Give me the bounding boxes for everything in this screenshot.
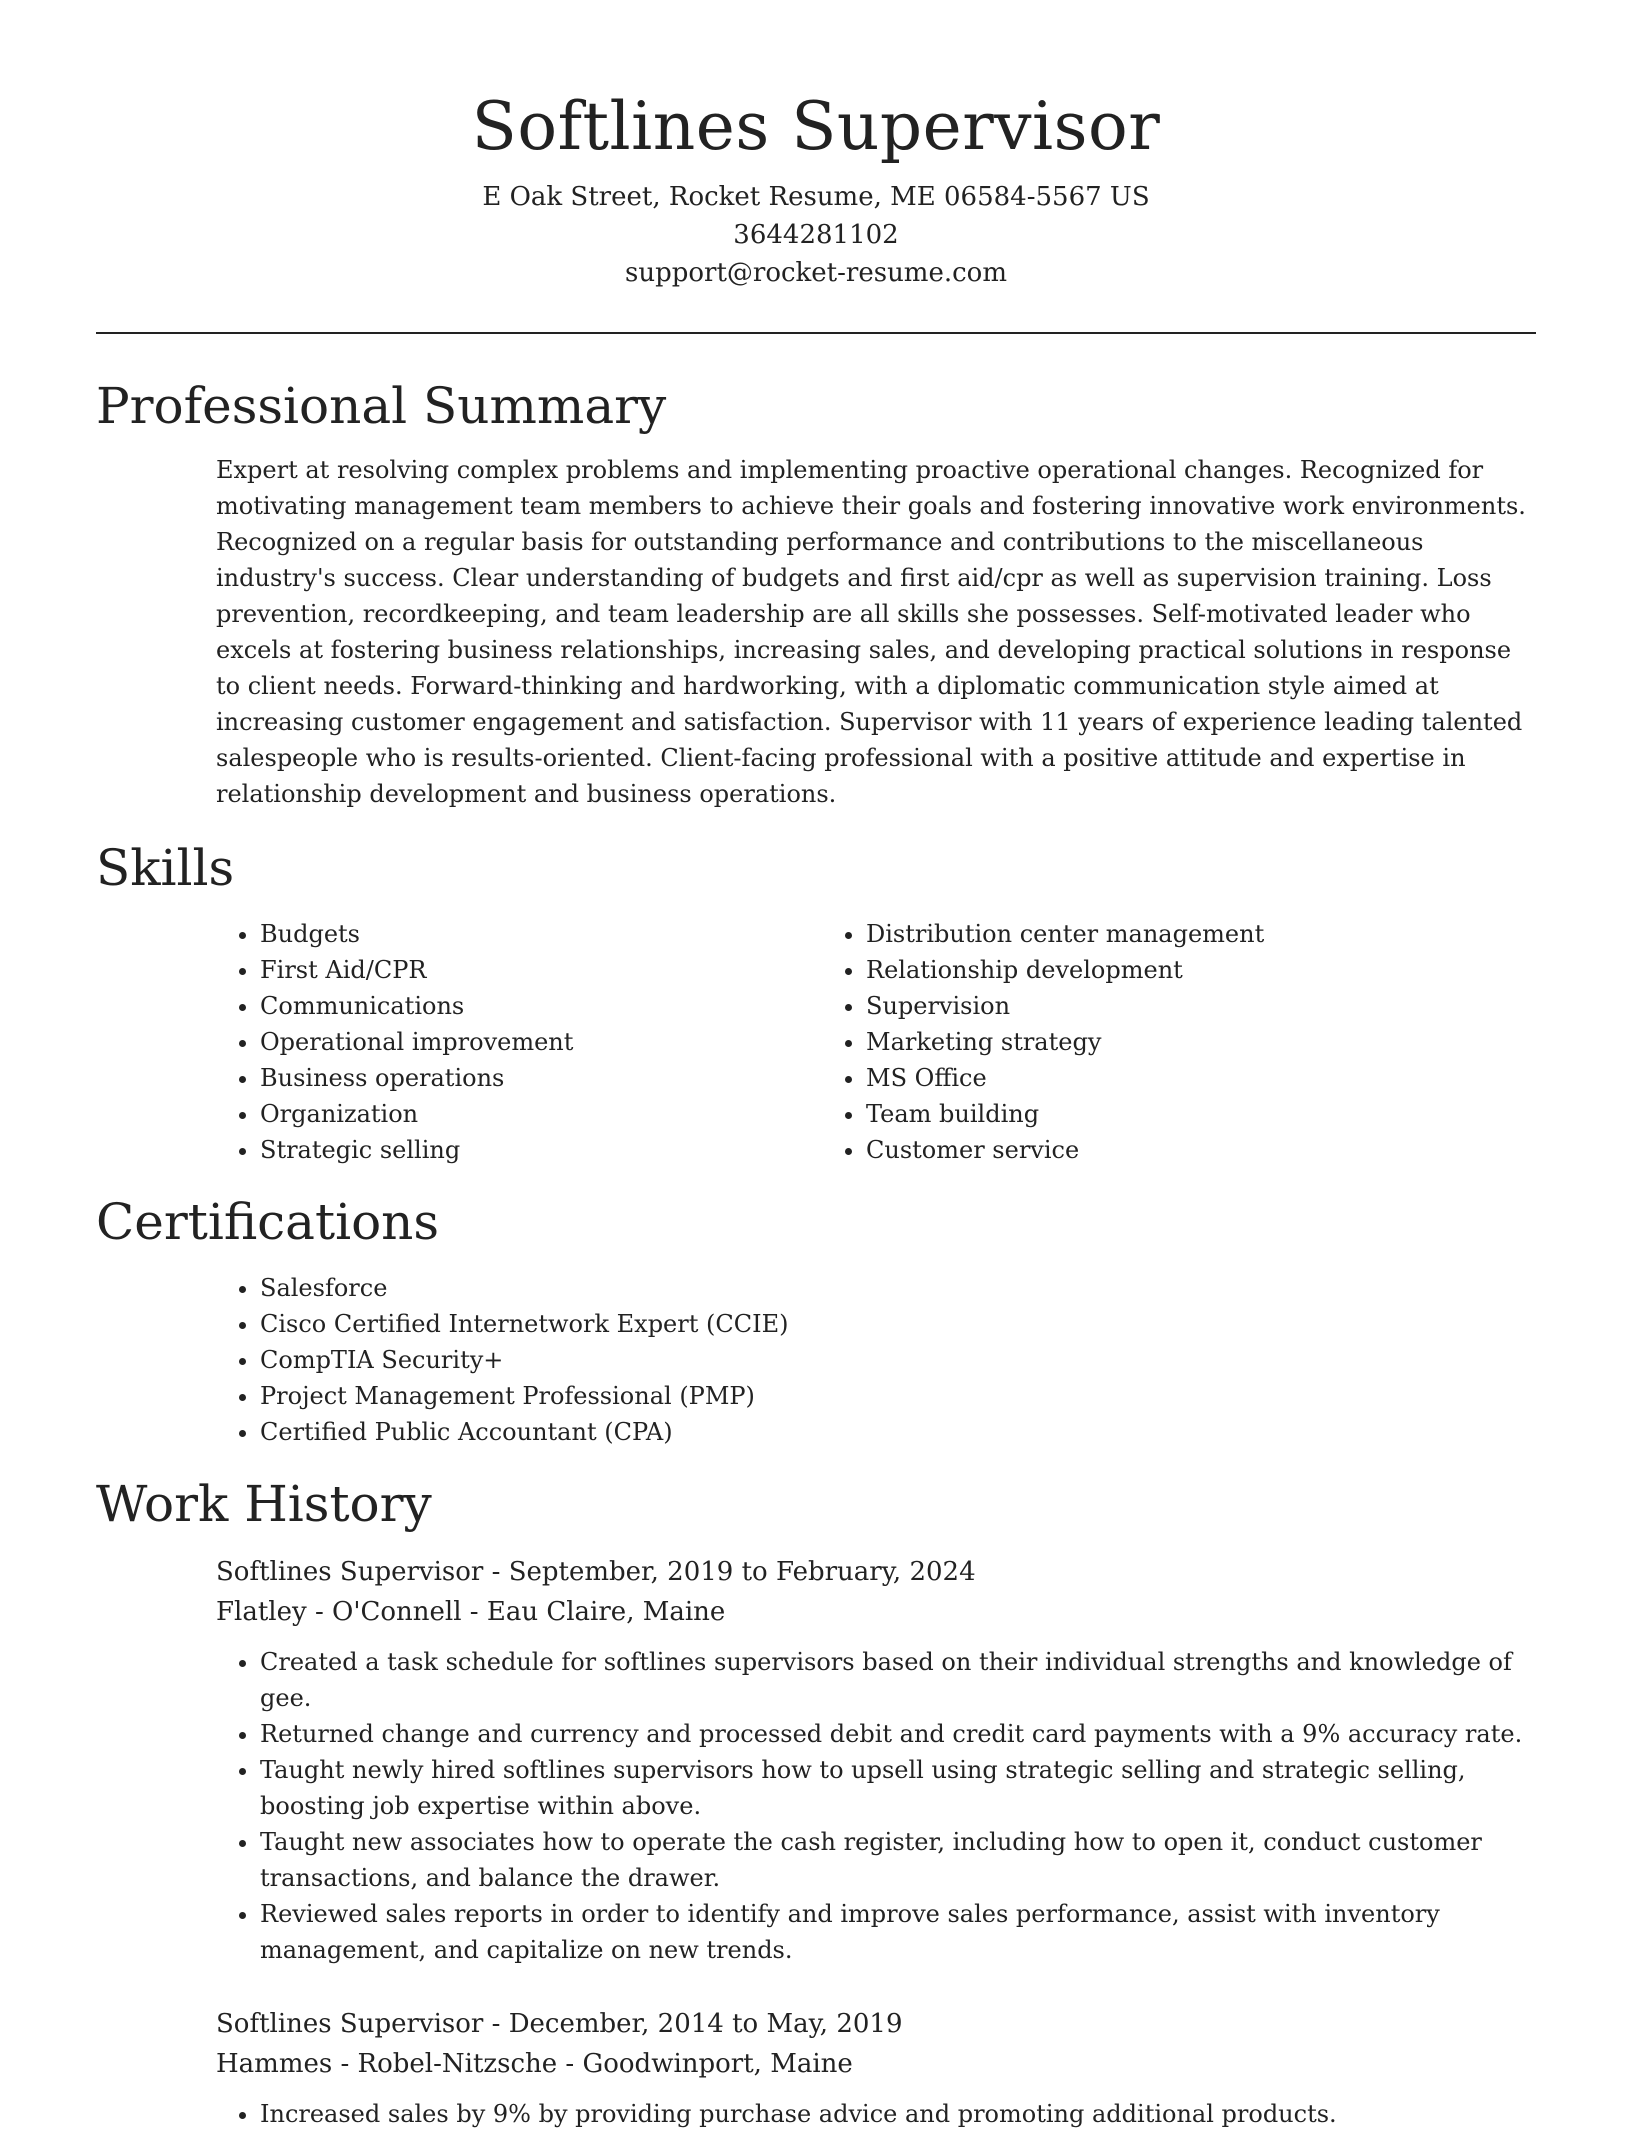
skill-item: • Marketing strategy <box>866 1024 1428 1060</box>
header-divider <box>96 332 1536 334</box>
skill-item: • Operational improvement <box>260 1024 822 1060</box>
skills-grid <box>216 916 1536 1168</box>
job-dates: September, 2019 to February, 2024 <box>508 1557 976 1587</box>
email: support@rocket-resume.com <box>624 258 1007 288</box>
candidate-name: Softlines Supervisor <box>471 88 1161 165</box>
job-duties <box>216 1644 1536 1968</box>
skill-item: • Team building <box>866 1096 1428 1132</box>
job-company: Hammes - Robel-Nitzsche <box>216 2049 558 2079</box>
certification-item: • CompTIA Security+ <box>260 1342 1536 1378</box>
certifications-body <box>216 1270 1536 1450</box>
certifications-list <box>216 1270 1536 1450</box>
job-entry <box>216 2004 1536 2132</box>
skill-item: • MS Office <box>866 1060 1428 1096</box>
phone: 3644281102 <box>733 220 899 250</box>
summary-section <box>96 374 1536 812</box>
job-company-line: Hammes - Robel-Nitzsche - Goodwinport, Maine <box>216 2049 853 2079</box>
skill-item: • Customer service <box>866 1132 1428 1168</box>
job-duty: • Returned change and currency and processed debit and credit card payments with a 9% accuracy rate. <box>260 1716 1536 1752</box>
skills-list-left <box>216 916 822 1168</box>
job-duties <box>216 2096 1536 2132</box>
job-location: Eau Claire, Maine <box>486 1597 726 1627</box>
skill-item: • Distribution center management <box>866 916 1428 952</box>
skill-item: • Supervision <box>866 988 1428 1024</box>
certification-item: • Certified Public Accountant (CPA) <box>260 1414 1536 1450</box>
skill-item: • Relationship development <box>866 952 1428 988</box>
job-duty: • Taught new associates how to operate the cash register, including how to open it, conduct customer transactions, and balance the drawer. <box>260 1824 1536 1896</box>
resume-page <box>96 0 1536 2132</box>
skills-body <box>216 916 1536 1168</box>
skill-item: • Strategic selling <box>260 1132 822 1168</box>
skill-item: • First Aid/CPR <box>260 952 822 988</box>
job-title-line: Softlines Supervisor - December, 2014 to May, 2019 <box>216 2009 903 2039</box>
address: E Oak Street, Rocket Resume, ME 06584-5567 US <box>482 182 1150 212</box>
certifications-section <box>96 1190 1536 1450</box>
skills-list-right <box>822 916 1428 1168</box>
job-title: Softlines Supervisor <box>216 2009 484 2039</box>
certification-item: • Project Management Professional (PMP) <box>260 1378 1536 1414</box>
summary-text: Expert at resolving complex problems and implementing proactive operational changes. Recognized for motivating management team members to achieve their goals and fostering innovative work environments. Recognized on a regular basis for outstanding performance and contributions to the miscellaneous industry's success. Clear understanding of budgets and first aid/cpr as well as supervision training. Loss prevention, recordkeeping, and team leadership are all skills she possesses. Self-motivated leader who excels at fostering business relationships, increasing sales, and developing practical solutions in response to client needs. Forward-thinking and hardworking, with a diplomatic communication style aimed at increasing customer engagement and satisfaction. Supervisor with 11 years of experience leading talented salespeople who is results-oriented. Client-facing professional with a positive attitude and expertise in relationship development and business operations. <box>216 456 1526 808</box>
job-duty: • Created a task schedule for softlines supervisors based on their individual strengths and knowledge of gee. <box>260 1644 1536 1716</box>
job-duty: • Increased sales by 9% by providing purchase advice and promoting additional products. <box>260 2096 1536 2132</box>
skill-item: • Business operations <box>260 1060 822 1096</box>
skill-item: • Communications <box>260 988 822 1024</box>
certification-item: • Salesforce <box>260 1270 1536 1306</box>
summary-body <box>216 452 1536 812</box>
job-duty: • Taught newly hired softlines supervisors how to upsell using strategic selling and strategic selling, boosting job expertise within above. <box>260 1752 1536 1824</box>
job-company: Flatley - O'Connell <box>216 1597 462 1627</box>
job-dates: December, 2014 to May, 2019 <box>508 2009 903 2039</box>
job-title: Softlines Supervisor <box>216 1557 484 1587</box>
resume-header <box>96 0 1536 292</box>
job-title-line: Softlines Supervisor - September, 2019 to February, 2024 <box>216 1557 976 1587</box>
contact-block <box>96 178 1536 292</box>
skills-section <box>96 836 1536 1168</box>
job-location: Goodwinport, Maine <box>582 2049 853 2079</box>
certification-item: • Cisco Certified Internetwork Expert (CCIE) <box>260 1306 1536 1342</box>
job-company-line: Flatley - O'Connell - Eau Claire, Maine <box>216 1597 726 1627</box>
summary-heading: Professional Summary <box>96 377 667 435</box>
skill-item: • Budgets <box>260 916 822 952</box>
skill-item: • Organization <box>260 1096 822 1132</box>
work-history-section <box>96 1472 1536 2132</box>
job-entry <box>216 1552 1536 1968</box>
work-history-heading: Work History <box>96 1475 432 1533</box>
certifications-heading: Certifications <box>96 1193 440 1251</box>
work-history-body <box>216 1552 1536 2132</box>
job-duty: • Reviewed sales reports in order to identify and improve sales performance, assist with inventory management, and capitalize on new trends. <box>260 1896 1536 1968</box>
skills-heading: Skills <box>96 839 235 897</box>
